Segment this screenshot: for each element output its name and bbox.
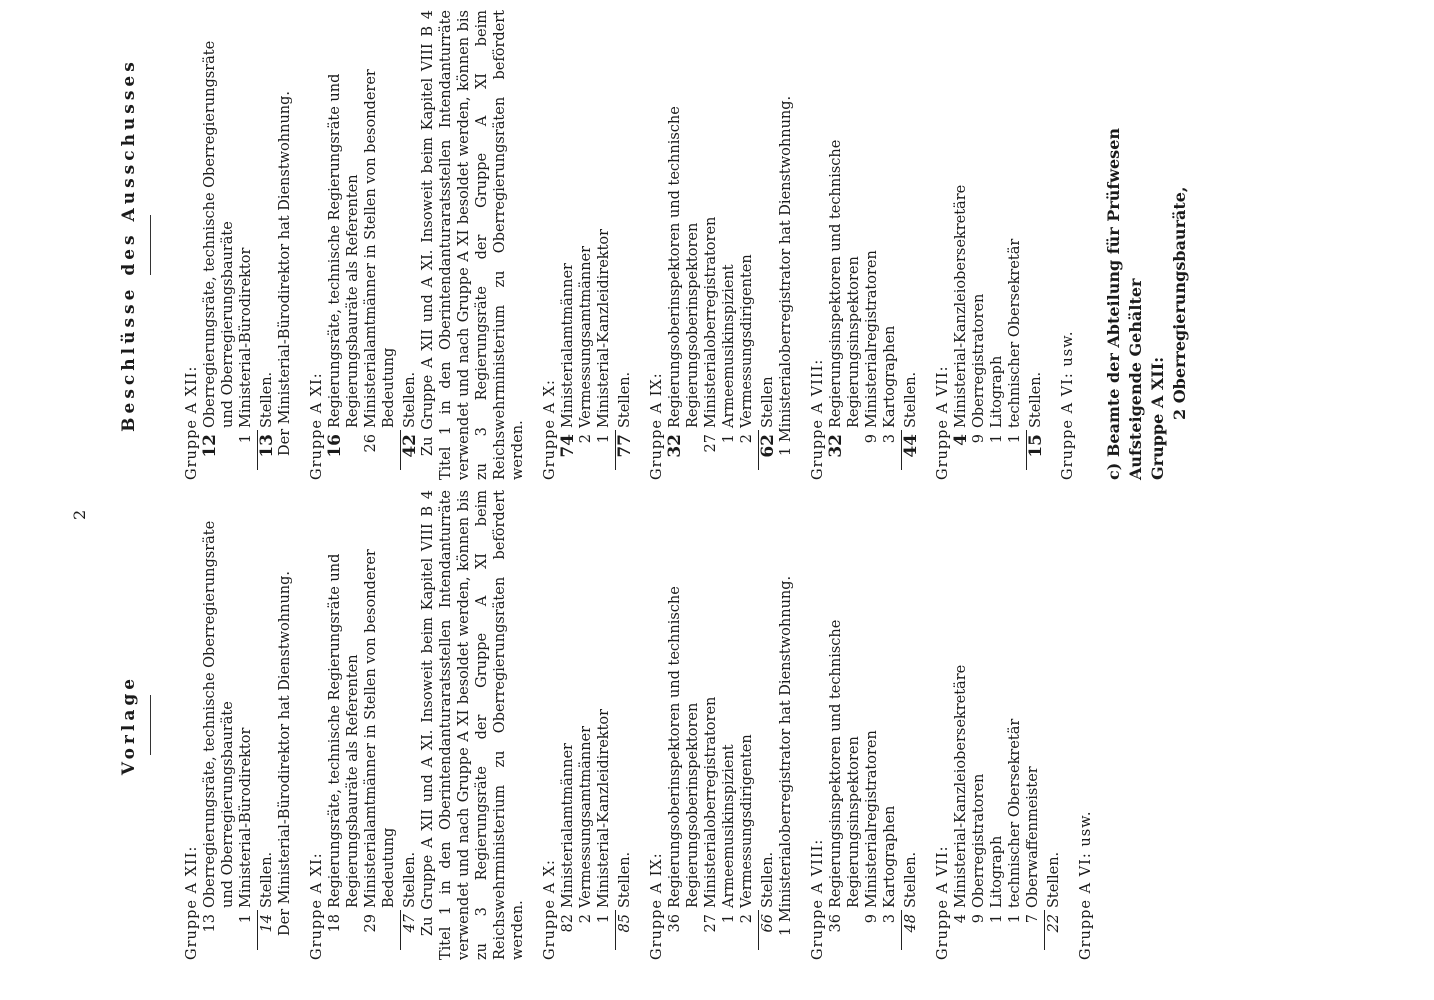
position-title: Ministerialamtmänner in Stellen von besonderer Bedeutung bbox=[363, 549, 397, 908]
total-label: Stellen. bbox=[903, 851, 919, 908]
total-label: Stellen bbox=[760, 376, 776, 428]
position-row bbox=[559, 10, 577, 480]
position-row bbox=[1006, 490, 1024, 960]
position-count: 4 bbox=[953, 914, 969, 924]
group-heading: Gruppe A IX: bbox=[649, 852, 665, 960]
position-title: Litograph bbox=[989, 355, 1005, 428]
position-title: Ministerial-Kanzleiobersekretäre bbox=[953, 184, 969, 428]
total-count: 77 bbox=[615, 434, 635, 458]
position-count: 1 bbox=[238, 434, 254, 444]
position-row bbox=[863, 490, 881, 960]
position-title: Regierungsräte, technische Regierungsräte und Regierungsbauräte als Referenten bbox=[327, 73, 361, 428]
total-label: Stellen. bbox=[1028, 371, 1044, 428]
group-heading: Gruppe A VII: bbox=[935, 845, 951, 960]
page-number: 2 bbox=[70, 509, 89, 520]
total-count: 66 bbox=[760, 914, 776, 933]
group-heading: Gruppe A VI: usw. bbox=[1060, 330, 1076, 480]
group-heading: Gruppe A XII: bbox=[184, 365, 200, 480]
section-c bbox=[1103, 10, 1191, 480]
position-count: 1 bbox=[721, 914, 737, 924]
position-title: Vermessungsdirigenten bbox=[739, 734, 755, 908]
position-count: 7 bbox=[1025, 914, 1041, 924]
total-count: 48 bbox=[903, 914, 919, 933]
group-note: 1 Ministerialoberregistrator hat Dienstwohnung. bbox=[778, 575, 794, 936]
position-count: 82 bbox=[560, 914, 576, 933]
position-count: 16 bbox=[325, 434, 345, 458]
total-label: Stellen. bbox=[402, 851, 418, 908]
right-groups bbox=[183, 10, 1077, 480]
position-row bbox=[201, 10, 237, 480]
position-count: 1 bbox=[989, 434, 1005, 444]
position-count: 26 bbox=[363, 434, 379, 453]
position-title: Oberwaffenmeister bbox=[1025, 766, 1041, 908]
position-title: Ministerial-Bürodirektor bbox=[238, 247, 254, 428]
position-count: 1 bbox=[1007, 434, 1023, 444]
group bbox=[648, 490, 795, 960]
position-title: Litograph bbox=[989, 835, 1005, 908]
position-title: Vermessungsamtmänner bbox=[578, 725, 594, 908]
group-note: 1 Ministerialoberregistrator hat Dienstwohnung. bbox=[778, 95, 794, 456]
position-count: 32 bbox=[826, 434, 846, 458]
position-row bbox=[326, 10, 362, 480]
position-row bbox=[827, 10, 863, 480]
group bbox=[934, 10, 1045, 480]
total-row bbox=[759, 10, 777, 480]
total-count: 14 bbox=[259, 914, 275, 933]
position-row bbox=[970, 490, 988, 960]
position-count: 27 bbox=[703, 914, 719, 933]
position-row bbox=[952, 10, 970, 480]
total-count: 13 bbox=[257, 434, 277, 458]
group-heading: Gruppe A VIII: bbox=[810, 358, 826, 480]
position-count: 1 bbox=[238, 914, 254, 924]
section-c-heading: c) Beamte der Abteilung für Prüfwesen bbox=[1104, 127, 1123, 480]
group-heading: Gruppe A XII: bbox=[184, 845, 200, 960]
total-row bbox=[902, 490, 920, 960]
position-title: Ministerial-Kanzleidirektor bbox=[596, 708, 612, 908]
left-column-title: Vorlage bbox=[119, 674, 139, 776]
group-heading: Gruppe A IX: bbox=[649, 372, 665, 480]
total-count: 42 bbox=[400, 434, 420, 458]
total-count: 85 bbox=[617, 914, 633, 933]
position-count: 74 bbox=[558, 434, 578, 458]
position-title: Armeemusikinspizient bbox=[721, 744, 737, 908]
position-count: 36 bbox=[828, 914, 844, 933]
position-row bbox=[702, 490, 720, 960]
total-row bbox=[1045, 490, 1063, 960]
position-title: Ministerial-Bürodirektor bbox=[238, 727, 254, 908]
position-count: 1 bbox=[1007, 914, 1023, 924]
position-title: technischer Obersekretär bbox=[1007, 718, 1023, 908]
group bbox=[809, 490, 920, 960]
total-label: Stellen. bbox=[760, 851, 776, 908]
right-column-title: Beschlüsse des Ausschusses bbox=[119, 58, 139, 432]
group bbox=[183, 10, 294, 480]
total-label: Stellen. bbox=[259, 371, 275, 428]
total-row bbox=[616, 10, 634, 480]
position-title: Oberregistratoren bbox=[971, 773, 987, 908]
position-title: Armeemusikinspizient bbox=[721, 264, 737, 428]
group bbox=[541, 490, 634, 960]
position-row bbox=[988, 490, 1006, 960]
group bbox=[934, 490, 1063, 960]
position-title: Oberregistratoren bbox=[971, 293, 987, 428]
position-row bbox=[738, 10, 756, 480]
total-row bbox=[401, 10, 419, 480]
position-title: Ministerialregistratoren bbox=[864, 730, 880, 908]
position-count: 3 bbox=[882, 914, 898, 924]
position-count: 27 bbox=[703, 434, 719, 453]
position-title: Regierungsinspektoren und technische Regierungsinspektoren bbox=[828, 139, 862, 428]
position-title: Ministerial-Kanzleiobersekretäre bbox=[953, 664, 969, 908]
group bbox=[541, 10, 634, 480]
position-row bbox=[952, 490, 970, 960]
position-title: Ministerial-Kanzleidirektor bbox=[596, 228, 612, 428]
group-heading: Gruppe A VII: bbox=[935, 365, 951, 480]
position-row bbox=[720, 490, 738, 960]
position-row bbox=[720, 10, 738, 480]
position-count: 2 bbox=[739, 434, 755, 444]
position-title: Ministerialregistratoren bbox=[864, 250, 880, 428]
position-row bbox=[237, 490, 255, 960]
position-count: 9 bbox=[971, 914, 987, 924]
position-count: 9 bbox=[864, 914, 880, 924]
total-label: Stellen. bbox=[1046, 851, 1062, 908]
group-heading: Gruppe A VI: usw. bbox=[1078, 810, 1094, 960]
total-row bbox=[258, 490, 276, 960]
position-title: Regierungsinspektoren und technische Regierungsinspektoren bbox=[828, 619, 862, 908]
group-heading: Gruppe A X: bbox=[542, 859, 558, 960]
position-count: 36 bbox=[667, 914, 683, 933]
position-row bbox=[738, 490, 756, 960]
position-title: Ministerialoberregistratoren bbox=[703, 696, 719, 908]
total-label: Stellen. bbox=[903, 371, 919, 428]
position-row bbox=[1024, 490, 1042, 960]
position-count: 1 bbox=[596, 914, 612, 924]
right-column-beschluesse bbox=[120, 10, 1191, 480]
position-count: 1 bbox=[721, 434, 737, 444]
position-count: 9 bbox=[864, 434, 880, 444]
position-row bbox=[881, 10, 899, 480]
total-row bbox=[902, 10, 920, 480]
position-row bbox=[362, 490, 398, 960]
total-label: Stellen. bbox=[259, 851, 275, 908]
group-note: Der Ministerial-Bürodirektor hat Dienstwohnung. bbox=[277, 90, 293, 456]
group-note: Zu Gruppe A XII und A XI. Insoweit beim Kapitel VIII B 4 Titel 1 in den Oberintendanturaratsstellen Intendanturräte verwendet und nach Gruppe A XI besoldet werden, können bis zu 3 Regierungsräte der Gruppe A XI beim Reichswehrministerium zu Oberregierungsräten befördert werden. bbox=[420, 490, 526, 960]
position-row bbox=[1006, 10, 1024, 480]
position-title: technischer Obersekretär bbox=[1007, 238, 1023, 428]
total-label: Stellen. bbox=[617, 371, 633, 428]
section-c-position: 2 Oberregierungsbauräte, bbox=[1170, 186, 1189, 420]
total-row bbox=[616, 490, 634, 960]
position-title: Ministerialamtmänner bbox=[560, 743, 576, 908]
group bbox=[308, 10, 527, 480]
position-title: Regierungsräte, technische Regierungsräte und Regierungsbauräte als Referenten bbox=[327, 553, 361, 908]
position-row bbox=[201, 490, 237, 960]
position-count: 2 bbox=[739, 914, 755, 924]
group bbox=[809, 10, 920, 480]
group-heading: Gruppe A VIII: bbox=[810, 838, 826, 960]
total-count: 47 bbox=[402, 914, 418, 933]
position-count: 1 bbox=[989, 914, 1005, 924]
group-heading: Gruppe A X: bbox=[542, 379, 558, 480]
position-title: Oberregierungsräte, technische Oberregierungsräte und Oberregierungsbauräte bbox=[202, 40, 236, 428]
position-count: 2 bbox=[578, 434, 594, 444]
group bbox=[1077, 490, 1095, 960]
position-count: 13 bbox=[202, 914, 218, 933]
total-row bbox=[258, 10, 276, 480]
section-c-group: Gruppe A XII: bbox=[1148, 356, 1167, 480]
position-count: 12 bbox=[200, 434, 220, 458]
position-row bbox=[702, 10, 720, 480]
group-note: Der Ministerial-Bürodirektor hat Dienstwohnung. bbox=[277, 570, 293, 936]
group bbox=[308, 490, 527, 960]
position-row bbox=[863, 10, 881, 480]
position-row bbox=[326, 490, 362, 960]
left-groups bbox=[183, 490, 1095, 960]
position-row bbox=[595, 490, 613, 960]
position-title: Regierungsoberinspektoren und technische Regierungsoberinspektoren bbox=[667, 106, 701, 428]
title-divider bbox=[150, 215, 151, 275]
position-title: Regierungsoberinspektoren und technische Regierungsoberinspektoren bbox=[667, 586, 701, 908]
position-title: Vermessungsamtmänner bbox=[578, 245, 594, 428]
group-heading: Gruppe A XI: bbox=[309, 372, 325, 480]
position-row bbox=[237, 10, 255, 480]
left-column-vorlage bbox=[120, 490, 1095, 960]
group-note: Zu Gruppe A XII und A XI. Insoweit beim Kapitel VIII B 4 Titel 1 in den Oberintendanturaratsstellen Intendanturräte verwendet und nach Gruppe A XI besoldet werden, können bis zu 3 Regierungsräte der Gruppe A XI beim Reichswehrministerium zu Oberregierungsräten befördert werden. bbox=[420, 10, 526, 480]
digitization-credit bbox=[1418, 10, 1434, 400]
position-count: 18 bbox=[327, 914, 343, 933]
position-row bbox=[362, 10, 398, 480]
total-label: Stellen. bbox=[617, 851, 633, 908]
title-divider bbox=[150, 695, 151, 755]
position-count: 9 bbox=[971, 434, 987, 444]
position-title: Kartographen bbox=[882, 325, 898, 428]
total-count: 62 bbox=[758, 434, 778, 458]
total-row bbox=[759, 490, 777, 960]
section-c-subheading: Aufsteigende Gehälter bbox=[1126, 278, 1145, 480]
group-heading: Gruppe A XI: bbox=[309, 852, 325, 960]
position-row bbox=[970, 10, 988, 480]
position-row bbox=[827, 490, 863, 960]
position-count: 32 bbox=[665, 434, 685, 458]
position-count: 4 bbox=[951, 434, 971, 446]
position-row bbox=[559, 490, 577, 960]
position-title: Ministerialamtmänner in Stellen von besonderer Bedeutung bbox=[363, 69, 397, 428]
position-row bbox=[988, 10, 1006, 480]
position-row bbox=[666, 10, 702, 480]
total-count: 44 bbox=[901, 434, 921, 458]
position-count: 3 bbox=[882, 434, 898, 444]
position-title: Kartographen bbox=[882, 805, 898, 908]
group bbox=[183, 490, 294, 960]
position-title: Vermessungsdirigenten bbox=[739, 254, 755, 428]
total-row bbox=[401, 490, 419, 960]
position-count: 29 bbox=[363, 914, 379, 933]
group bbox=[648, 10, 795, 480]
position-row bbox=[577, 490, 595, 960]
group bbox=[1059, 10, 1077, 480]
position-title: Oberregierungsräte, technische Oberregierungsräte und Oberregierungsbauräte bbox=[202, 520, 236, 908]
position-row bbox=[881, 490, 899, 960]
position-title: Ministerialamtmänner bbox=[560, 263, 576, 428]
total-label: Stellen. bbox=[402, 371, 418, 428]
position-row bbox=[666, 490, 702, 960]
position-row bbox=[577, 10, 595, 480]
position-count: 2 bbox=[578, 914, 594, 924]
position-title: Ministerialoberregistratoren bbox=[703, 216, 719, 428]
position-row bbox=[595, 10, 613, 480]
total-row bbox=[1027, 10, 1045, 480]
total-count: 22 bbox=[1046, 914, 1062, 933]
total-count: 15 bbox=[1026, 434, 1046, 458]
position-count: 1 bbox=[596, 434, 612, 444]
